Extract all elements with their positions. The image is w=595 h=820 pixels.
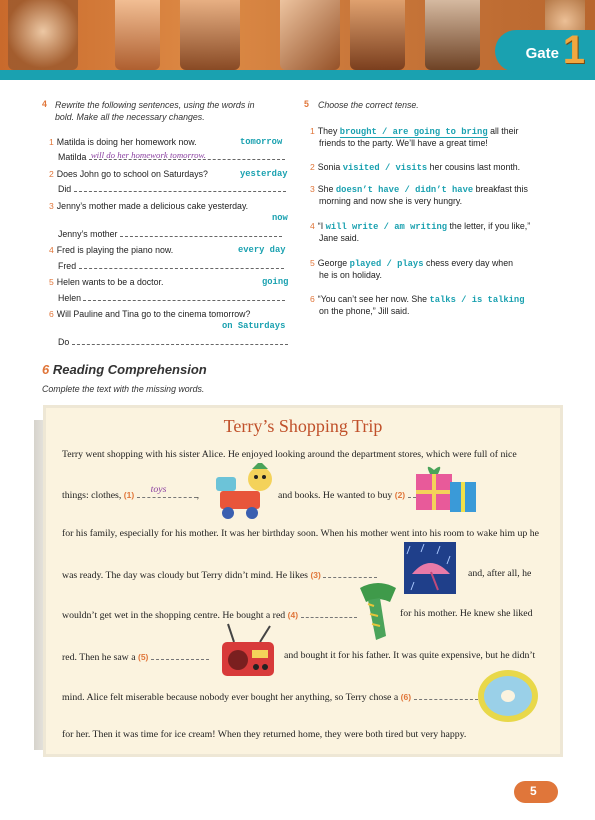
photo-hands <box>280 0 340 70</box>
tense-option-3[interactable]: doesn’t have / didn’t have <box>335 185 474 195</box>
header-teal-bar <box>0 70 595 80</box>
tense-item-5-cont: he is on holiday. <box>319 270 382 280</box>
item-3-answer-line[interactable]: Jenny’s mother <box>58 228 282 240</box>
story-line-2: things: clothes, (1) toys , <box>62 484 200 501</box>
instruction: Choose the correct tense. <box>318 100 419 110</box>
photo-street <box>425 0 480 70</box>
photo-person <box>115 0 160 70</box>
instruction-line-1: Rewrite the following sentences, using the words in <box>55 100 255 110</box>
photo-group <box>180 0 240 70</box>
item-1-answer: will do her homework tomorrow. <box>90 150 206 160</box>
tense-item-3-cont: morning and now she is very hungry. <box>319 196 463 206</box>
tense-item-4-cont: Jane said. <box>319 233 360 243</box>
tense-item-2: 2 Sonia visited / visits her cousins last month. <box>310 162 521 173</box>
photo-shop <box>350 0 405 70</box>
gate-label: Gate <box>525 45 559 62</box>
tense-option-1[interactable]: brought / are going to bring <box>339 127 488 137</box>
tense-item-4: 4 “I will write / am writing the letter, if you like,” <box>310 221 531 232</box>
scarf-illustration <box>354 580 402 644</box>
item-2-keyword: yesterday <box>240 169 288 179</box>
story-line-4b: and, after all, he <box>468 568 532 579</box>
item-1-sentence: 1 Matilda is doing her homework now. <box>49 137 197 147</box>
exercise-number: 4 <box>42 99 47 109</box>
item-1-answer-line[interactable]: Matilda will do her homework tomorrow. <box>58 151 285 163</box>
story-line-2b: and books. He wanted to buy (2) <box>278 488 456 501</box>
item-6-keyword: on Saturdays <box>222 321 286 331</box>
story-line-6b: and bought it for his father. It was quite expensive, but he didn’t <box>284 650 536 661</box>
item-1-keyword: tomorrow <box>240 137 283 147</box>
photo-cake <box>8 0 78 70</box>
item-5-keyword: going <box>262 277 289 287</box>
story-line-6a: red. Then he saw a (5) <box>62 650 209 663</box>
item-4-sentence: 4 Fred is playing the piano now. <box>49 245 174 255</box>
reading-title: 6 Reading Comprehension <box>42 362 207 377</box>
tense-item-6: 6 “You can’t see her now. She talks / is talking <box>310 294 525 305</box>
story-line-1: Terry went shopping with his sister Alice. He enjoyed looking around the department stores, which were full of nice <box>62 449 517 460</box>
story-line-3: for his family, especially for his mother. It was her birthday soon. When his mother went into his room to wake him up he <box>62 528 539 539</box>
item-4-keyword: every day <box>238 245 286 255</box>
item-3-sentence: 3 Jenny’s mother made a delicious cake yesterday. <box>49 201 249 211</box>
item-6-answer-line[interactable]: Do <box>58 336 288 348</box>
tense-item-1: 1 They brought / are going to bring all their <box>310 126 519 137</box>
item-2-sentence: 2 Does John go to school on Saturdays? <box>49 169 208 179</box>
tense-item-5: 5 George played / plays chess every day when <box>310 258 513 269</box>
tense-option-5[interactable]: played / plays <box>349 259 424 269</box>
story-line-5b: for his mother. He knew she liked <box>400 608 533 619</box>
item-5-sentence: 5 Helen wants to be a doctor. <box>49 277 164 287</box>
gate-number: 1 <box>562 28 585 72</box>
item-2-answer-line[interactable]: Did <box>58 183 286 195</box>
story-line-5a: wouldn’t get wet in the shopping centre. He bought a red (4) <box>62 608 357 621</box>
rain-umbrella-illustration <box>404 542 456 594</box>
story-line-4a: was ready. The day was cloudy but Terry didn’t mind. He likes (3) <box>62 568 377 581</box>
tense-item-1-cont: friends to the party. We’ll have a great time! <box>319 138 488 148</box>
gap-1-answer: toys <box>150 484 167 495</box>
instruction-line-2: bold. Make all the necessary changes. <box>55 112 205 122</box>
item-6-sentence: 6 Will Pauline and Tina go to the cinema tomorrow? <box>49 309 251 319</box>
cd-illustration <box>476 664 540 724</box>
item-5-answer-line[interactable]: Helen <box>58 292 285 304</box>
tense-option-4[interactable]: will write / am writing <box>325 222 448 232</box>
radio-illustration <box>220 620 276 680</box>
tense-item-6-cont: on the phone,” Jill said. <box>319 306 410 316</box>
exercise-number: 5 <box>304 99 309 109</box>
story-line-8: for her. Then it was time for ice cream! When they returned home, they were both tired but very happy. <box>62 729 467 740</box>
presents-illustration <box>414 460 478 520</box>
story-paper <box>46 408 560 754</box>
toys-illustration <box>212 463 278 521</box>
story-title: Terry’s Shopping Trip <box>223 416 383 436</box>
item-4-answer-line[interactable]: Fred <box>58 260 284 272</box>
tense-option-6[interactable]: talks / is talking <box>429 295 525 305</box>
page-number: 5 <box>530 784 537 798</box>
item-3-keyword: now <box>272 213 288 223</box>
reading-instruction: Complete the text with the missing words. <box>42 384 205 394</box>
tense-item-3: 3 She doesn’t have / didn’t have breakfast this <box>310 184 528 195</box>
story-line-7: mind. Alice felt miserable because nobody ever bought her anything, so Terry chose a (6) <box>62 690 478 703</box>
tense-option-2[interactable]: visited / visits <box>342 163 428 173</box>
